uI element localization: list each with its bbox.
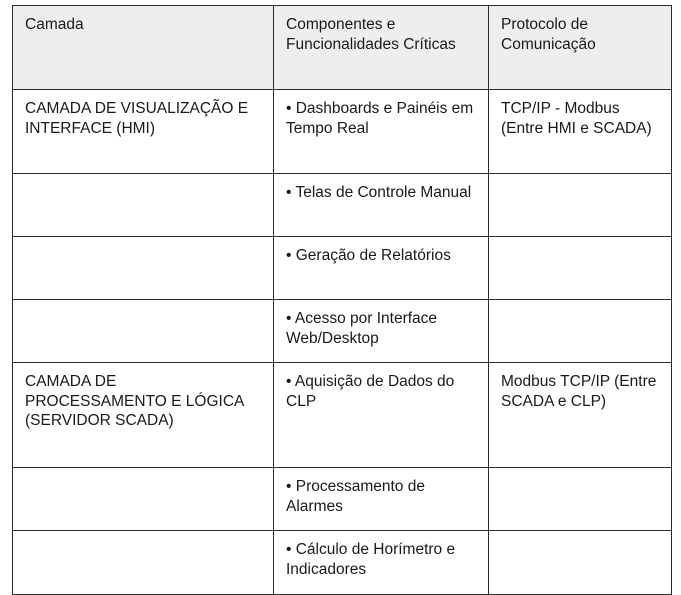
architecture-table	[12, 5, 672, 595]
cell-protocol: Modbus TCP/IP (Entre SCADA e CLP)	[489, 363, 672, 468]
table-row	[13, 468, 672, 531]
table-row	[13, 237, 672, 300]
table-row	[13, 174, 672, 237]
header-protocol: Protocolo de Comunicação	[489, 6, 672, 90]
cell-protocol	[489, 468, 672, 531]
cell-protocol	[489, 300, 672, 363]
cell-component: • Processamento de Alarmes	[274, 468, 489, 531]
header-components: Componentes e Funcionalidades Críticas	[274, 6, 489, 90]
cell-protocol	[489, 531, 672, 595]
cell-layer: CAMADA DE VISUALIZAÇÃO E INTERFACE (HMI)	[13, 90, 274, 174]
cell-layer	[13, 174, 274, 237]
table-body	[13, 90, 672, 595]
cell-layer	[13, 468, 274, 531]
cell-component: • Acesso por Interface Web/Desktop	[274, 300, 489, 363]
cell-component: • Telas de Controle Manual	[274, 174, 489, 237]
cell-component: • Dashboards e Painéis em Tempo Real	[274, 90, 489, 174]
header-layer: Camada	[13, 6, 274, 90]
cell-component: • Aquisição de Dados do CLP	[274, 363, 489, 468]
table-row	[13, 300, 672, 363]
table-row	[13, 531, 672, 595]
cell-layer	[13, 531, 274, 595]
cell-layer	[13, 237, 274, 300]
cell-component: • Geração de Relatórios	[274, 237, 489, 300]
cell-protocol: TCP/IP - Modbus (Entre HMI e SCADA)	[489, 90, 672, 174]
cell-component: • Cálculo de Horímetro e Indicadores	[274, 531, 489, 595]
table-row	[13, 90, 672, 174]
table-header	[13, 6, 672, 90]
cell-layer	[13, 300, 274, 363]
cell-protocol	[489, 174, 672, 237]
cell-protocol	[489, 237, 672, 300]
table-row	[13, 363, 672, 468]
header-row	[13, 6, 672, 90]
cell-layer: CAMADA DE PROCESSAMENTO E LÓGICA (SERVIDOR SCADA)	[13, 363, 274, 468]
